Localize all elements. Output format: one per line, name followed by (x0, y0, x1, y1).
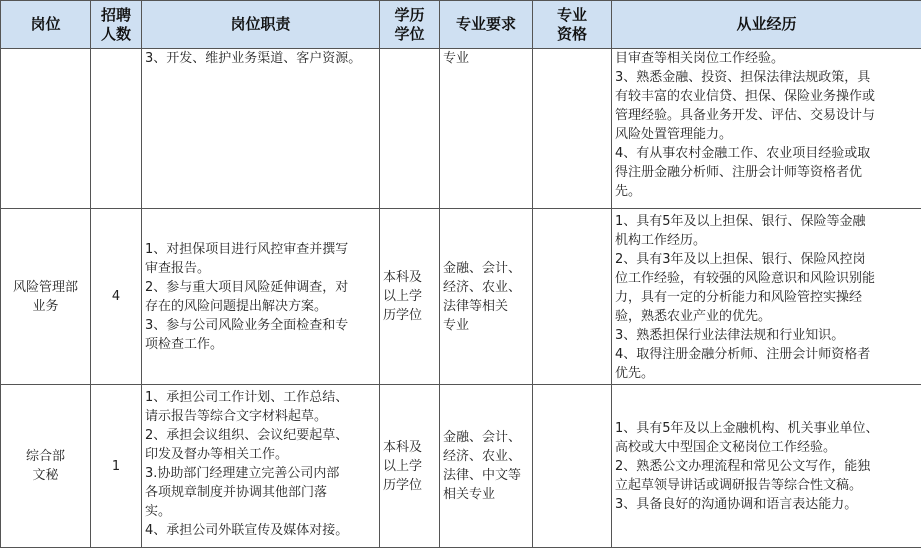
cell-text-line: 各项规章制度并协调其他部门落 (145, 483, 376, 502)
cell-experience (612, 385, 921, 548)
cell-duties (142, 385, 380, 548)
cell-text-line: 相关专业 (443, 485, 529, 504)
cell-text-line: 法律、中文等 (443, 466, 529, 485)
cell-text-line: 以上学 (383, 287, 436, 306)
cell-text-line: 优先。 (615, 364, 918, 383)
cell-text-line: 请示报告等综合文字材料起草。 (145, 407, 376, 426)
header-experience-text: 从业经历 (615, 15, 918, 34)
cell-text-line: 印发及督办等相关工作。 (145, 445, 376, 464)
cell-text-line: 存在的风险问题提出解决方案。 (145, 297, 376, 316)
cell-text-line: 金融、会计、 (443, 428, 529, 447)
header-row (1, 1, 921, 49)
cell-text-line: 3、开发、维护业务渠道、客户资源。 (145, 49, 376, 68)
cell-education (380, 385, 440, 548)
header-experience (612, 1, 921, 49)
cell-text-line: 3、熟悉金融、投资、担保法律法规政策，具 (615, 68, 918, 87)
cell-text-line: 2、承担会议组织、会议纪要起草、 (145, 426, 376, 445)
count-value: 1 (94, 457, 138, 476)
header-position (1, 1, 91, 49)
cell-text-line: 经济、农业、 (443, 278, 529, 297)
cell-education (380, 209, 440, 385)
cell-text-line: 3、熟悉担保行业法律法规和行业知识。 (615, 326, 918, 345)
cell-text-line: 4、承担公司外联宣传及媒体对接。 (145, 521, 376, 540)
cell-text-line: 2、具有3年及以上担保、银行、保险风控岗 (615, 250, 918, 269)
cell-text-line: 1、承担公司工作计划、工作总结、 (145, 388, 376, 407)
cell-text-line: 金融、会计、 (443, 259, 529, 278)
cell-text-line: 专业 (443, 49, 529, 68)
header-text-line: 招聘 (94, 6, 138, 25)
cell-experience (612, 209, 921, 385)
cell-education (380, 49, 440, 209)
header-count (91, 1, 142, 49)
cell-text-line: 3.协助部门经理建立完善公司内部 (145, 464, 376, 483)
header-text-line: 学位 (383, 25, 436, 44)
cell-count (91, 49, 142, 209)
cell-text-line: 实。 (145, 502, 376, 521)
header-major (440, 1, 533, 49)
cell-text-line: 力，具有一定的分析能力和风险管控实操经 (615, 288, 918, 307)
header-qualification (533, 1, 612, 49)
header-major-text: 专业要求 (443, 15, 529, 34)
cell-text-line: 1、对担保项目进行风控审查并撰写 (145, 240, 376, 259)
cell-position (1, 49, 91, 209)
count-value: 4 (94, 287, 138, 306)
cell-text-line: 立起草领导讲话或调研报告等综合性文稿。 (615, 476, 918, 495)
cell-text-line: 4、取得注册金融分析师、注册会计师资格者 (615, 345, 918, 364)
header-duties (142, 1, 380, 49)
cell-text-line: 业务 (4, 297, 87, 316)
cell-text-line: 先。 (615, 182, 918, 201)
cell-text-line: 经济、农业、 (443, 447, 529, 466)
cell-qualification (533, 49, 612, 209)
cell-text-line: 3、参与公司风险业务全面检查和专 (145, 316, 376, 335)
cell-major (440, 49, 533, 209)
cell-text-line: 3、具备良好的沟通协调和语言表达能力。 (615, 495, 918, 514)
cell-text-line: 得注册金融分析师、注册会计师等资格者优 (615, 163, 918, 182)
cell-text-line: 法律等相关 (443, 297, 529, 316)
header-text-line: 资格 (536, 25, 608, 44)
cell-qualification (533, 385, 612, 548)
cell-count (91, 209, 142, 385)
cell-text-line: 有较丰富的农业信贷、担保、保险业务操作或 (615, 87, 918, 106)
cell-text-line: 风险管理部 (4, 278, 87, 297)
cell-major (440, 385, 533, 548)
cell-text-line: 本科及 (383, 438, 436, 457)
header-text-line: 学历 (383, 6, 436, 25)
cell-text-line: 1、具有5年及以上担保、银行、保险等金融 (615, 212, 918, 231)
cell-text-line: 高校或大中型国企文秘岗位工作经验。 (615, 438, 918, 457)
cell-text-line: 4、有从事农村金融工作、农业项目经验或取 (615, 144, 918, 163)
header-education (380, 1, 440, 49)
cell-text-line: 综合部 (4, 447, 87, 466)
header-position-text: 岗位 (4, 15, 87, 34)
cell-text-line: 2、参与重大项目风险延伸调查，对 (145, 278, 376, 297)
cell-text-line: 目审查等相关岗位工作经验。 (615, 49, 918, 68)
cell-text-line: 管理经验。具备业务开发、评估、交易设计与 (615, 106, 918, 125)
cell-text-line: 位工作经验，有较强的风险意识和风险识别能 (615, 269, 918, 288)
header-text-line: 人数 (94, 25, 138, 44)
cell-text-line: 历学位 (383, 306, 436, 325)
cell-duties (142, 209, 380, 385)
table-row (1, 209, 921, 385)
header-text-line: 专业 (536, 6, 608, 25)
cell-text-line: 以上学 (383, 457, 436, 476)
cell-qualification (533, 209, 612, 385)
cell-text-line: 历学位 (383, 476, 436, 495)
cell-position (1, 385, 91, 548)
cell-experience (612, 49, 921, 209)
table-row (1, 49, 921, 209)
cell-duties (142, 49, 380, 209)
cell-major (440, 209, 533, 385)
cell-text-line: 本科及 (383, 268, 436, 287)
header-duties-text: 岗位职责 (145, 15, 376, 34)
cell-text-line: 2、熟悉公文办理流程和常见公文写作，能独 (615, 457, 918, 476)
table-row (1, 385, 921, 548)
cell-position (1, 209, 91, 385)
cell-text-line: 风险处置管理能力。 (615, 125, 918, 144)
cell-count (91, 385, 142, 548)
cell-text-line: 文秘 (4, 466, 87, 485)
cell-text-line: 机构工作经历。 (615, 231, 918, 250)
cell-text-line: 验，熟悉农业产业的优先。 (615, 307, 918, 326)
cell-text-line: 专业 (443, 316, 529, 335)
cell-text-line: 1、具有5年及以上金融机构、机关事业单位、 (615, 419, 918, 438)
cell-text-line: 审查报告。 (145, 259, 376, 278)
cell-text-line: 项检查工作。 (145, 335, 376, 354)
